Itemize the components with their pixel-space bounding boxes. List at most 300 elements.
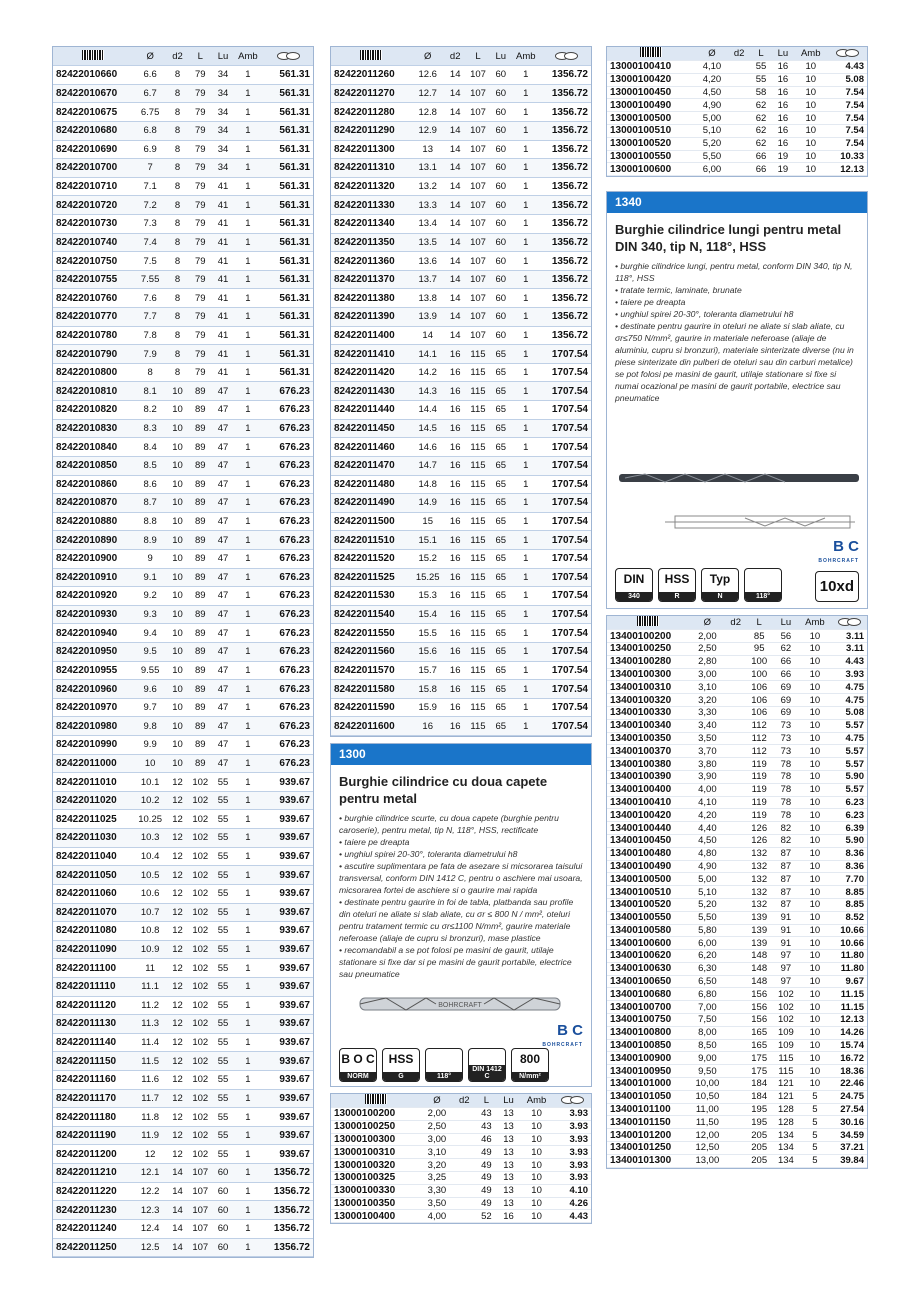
- d2: [726, 783, 746, 796]
- pack-qty: 10: [799, 937, 830, 950]
- diameter: 12,50: [689, 1142, 725, 1155]
- diameter: 9.2: [133, 587, 168, 606]
- price: 1707.54: [541, 549, 591, 568]
- table-row: [607, 719, 867, 732]
- length: 148: [746, 962, 773, 975]
- section-title: Burghie cilindrice cu doua capete pentru metal: [339, 774, 548, 807]
- lu: 82: [773, 834, 800, 847]
- product-code: 13400100340: [607, 719, 689, 732]
- price: 8.36: [831, 860, 867, 873]
- d2: 16: [445, 717, 465, 736]
- product-code: 82422010890: [53, 531, 133, 550]
- badge-top: 800: [519, 1052, 541, 1067]
- diameter: 15.8: [410, 680, 445, 699]
- product-code: 82422011490: [331, 494, 410, 513]
- pack-qty: 1: [233, 866, 263, 885]
- table-row: [53, 1201, 313, 1220]
- lu: 78: [773, 783, 800, 796]
- d2: [726, 681, 746, 694]
- lu: 16: [772, 73, 794, 86]
- d2: 16: [445, 494, 465, 513]
- price: 1707.54: [541, 438, 591, 457]
- length: 89: [187, 643, 213, 662]
- length: 46: [475, 1133, 497, 1146]
- price-table-col2: [330, 46, 592, 737]
- table-row: [331, 103, 591, 122]
- price: 7.54: [828, 99, 867, 112]
- price: 1356.72: [541, 233, 591, 252]
- length: 89: [187, 736, 213, 755]
- pack-qty: 1: [233, 1182, 263, 1201]
- d2: [726, 1090, 746, 1103]
- lu: 55: [213, 922, 233, 941]
- pack-qty: 1: [233, 214, 263, 233]
- diameter: 9.6: [133, 680, 168, 699]
- d2: [453, 1197, 475, 1210]
- lu: 60: [491, 84, 511, 103]
- diameter: 12.6: [410, 66, 445, 85]
- diameter: 11,00: [689, 1103, 725, 1116]
- price: 939.67: [263, 922, 313, 941]
- diameter: 9: [133, 549, 168, 568]
- table-row: [331, 214, 591, 233]
- bullet-item: • burghie cilindrice lungi, pentru metal, conform DIN 340, tip N, 118°, HSS: [615, 261, 853, 284]
- lu: 65: [491, 549, 511, 568]
- price-table-1340: [606, 615, 868, 1168]
- product-code: 82422011180: [53, 1108, 133, 1127]
- lu: 69: [773, 694, 800, 707]
- length: 79: [187, 214, 213, 233]
- pack-qty: 1: [511, 363, 541, 382]
- length: 115: [465, 549, 491, 568]
- lu: 41: [213, 177, 233, 196]
- d2: 8: [168, 252, 188, 271]
- product-code: 13000100500: [607, 112, 696, 125]
- product-code: 82422010700: [53, 159, 133, 178]
- length: 79: [187, 308, 213, 327]
- table-row: [607, 61, 867, 74]
- pack-qty: 1: [511, 475, 541, 494]
- product-code: 13400101250: [607, 1142, 689, 1155]
- product-code: 82422011150: [53, 1052, 133, 1071]
- table-row: [53, 1089, 313, 1108]
- diameter: 6.75: [133, 103, 168, 122]
- lu: 60: [491, 66, 511, 85]
- d2: 16: [445, 680, 465, 699]
- d2: 8: [168, 159, 188, 178]
- diameter: 3,10: [689, 681, 725, 694]
- d2: 10: [168, 717, 188, 736]
- price: 3.93: [554, 1146, 591, 1159]
- price: 561.31: [263, 103, 313, 122]
- pack-qty: 10: [799, 1039, 830, 1052]
- diameter: 15.9: [410, 698, 445, 717]
- lu: 16: [772, 124, 794, 137]
- diameter: 6.9: [133, 140, 168, 159]
- length: 43: [475, 1108, 497, 1121]
- section-number: 1300: [331, 744, 591, 765]
- d2: 8: [168, 233, 188, 252]
- badge-top: HSS: [388, 1052, 414, 1067]
- diameter: 15.1: [410, 531, 445, 550]
- pack-qty: 1: [233, 1015, 263, 1034]
- diameter: 3,50: [689, 732, 725, 745]
- price: 3.11: [831, 630, 867, 643]
- diameter: 4,20: [689, 809, 725, 822]
- d2: [726, 911, 746, 924]
- table-row: [53, 996, 313, 1015]
- diameter: 4,40: [689, 822, 725, 835]
- price: 561.31: [263, 345, 313, 364]
- table-row: [331, 531, 591, 550]
- pack-qty: 10: [799, 694, 830, 707]
- pack-qty: 1: [511, 270, 541, 289]
- pack-qty: 1: [233, 680, 263, 699]
- length: 55: [750, 61, 772, 74]
- product-code: 13000100410: [607, 61, 696, 74]
- table-row: [53, 568, 313, 587]
- price: 561.31: [263, 326, 313, 345]
- pack-qty: 1: [233, 754, 263, 773]
- length: 107: [465, 252, 491, 271]
- lu: 62: [773, 642, 800, 655]
- product-code: 82422010810: [53, 382, 133, 401]
- d2: 14: [168, 1164, 188, 1183]
- diameter: 12.2: [133, 1182, 168, 1201]
- product-code: 82422011090: [53, 940, 133, 959]
- table-row: [53, 84, 313, 103]
- pack-qty: 10: [794, 112, 828, 125]
- lu: 41: [213, 308, 233, 327]
- d2: [726, 1026, 746, 1039]
- diameter: 3,70: [689, 745, 725, 758]
- product-code: 13400100390: [607, 770, 689, 783]
- pack-qty: 10: [794, 99, 828, 112]
- lu: 60: [491, 121, 511, 140]
- d2: 12: [168, 773, 188, 792]
- length: 195: [746, 1116, 773, 1129]
- table-row: [331, 1184, 591, 1197]
- lu: 41: [213, 363, 233, 382]
- table-row: [53, 401, 313, 420]
- product-code: 13400100600: [607, 937, 689, 950]
- table-row: [331, 345, 591, 364]
- lu: 60: [213, 1182, 233, 1201]
- d2: 16: [445, 345, 465, 364]
- table-row: [331, 624, 591, 643]
- price: 939.67: [263, 996, 313, 1015]
- table-row: [331, 196, 591, 215]
- lu: 115: [773, 1065, 800, 1078]
- price: 939.67: [263, 1145, 313, 1164]
- price: 561.31: [263, 289, 313, 308]
- length: 89: [187, 661, 213, 680]
- d2: 8: [168, 270, 188, 289]
- d2: 14: [445, 289, 465, 308]
- pack-qty: 1: [233, 494, 263, 513]
- d2: 12: [168, 829, 188, 848]
- price: 676.23: [263, 531, 313, 550]
- pack-qty: 10: [799, 783, 830, 796]
- diameter: 7.3: [133, 214, 168, 233]
- spec-badge: [658, 568, 696, 602]
- pack-qty: 1: [233, 512, 263, 531]
- table-row: [53, 233, 313, 252]
- lu: 65: [491, 363, 511, 382]
- d2: 14: [445, 121, 465, 140]
- product-code: 82422011540: [331, 605, 410, 624]
- badge-bottom: 340: [616, 592, 652, 601]
- product-code: 82422011520: [331, 549, 410, 568]
- table-row: [53, 717, 313, 736]
- lu: 60: [491, 252, 511, 271]
- product-code: 82422010720: [53, 196, 133, 215]
- pack-qty: 10: [520, 1197, 554, 1210]
- d2: [726, 796, 746, 809]
- pack-qty: 1: [511, 401, 541, 420]
- length: 139: [746, 911, 773, 924]
- lu: 55: [213, 996, 233, 1015]
- lu: 65: [491, 512, 511, 531]
- pack-qty: 10: [520, 1146, 554, 1159]
- length: 79: [187, 159, 213, 178]
- length: 106: [746, 694, 773, 707]
- price: 939.67: [263, 1015, 313, 1034]
- length: 132: [746, 873, 773, 886]
- col-diameter: Ø: [689, 616, 725, 630]
- d2: 14: [168, 1238, 188, 1257]
- col-lu: Lu: [497, 1094, 519, 1108]
- pack-qty: 1: [233, 847, 263, 866]
- diameter: 3,40: [689, 719, 725, 732]
- length: 79: [187, 233, 213, 252]
- d2: 14: [445, 140, 465, 159]
- lu: 65: [491, 531, 511, 550]
- price: 1356.72: [541, 66, 591, 85]
- lu: 34: [213, 84, 233, 103]
- price: 1707.54: [541, 717, 591, 736]
- diameter: 11.7: [133, 1089, 168, 1108]
- product-code: 82422010740: [53, 233, 133, 252]
- length: 115: [465, 363, 491, 382]
- lu: 47: [213, 717, 233, 736]
- diameter: 4,50: [696, 86, 728, 99]
- diameter: 3,20: [689, 694, 725, 707]
- col-diameter: Ø: [410, 47, 445, 66]
- diameter: 8.1: [133, 382, 168, 401]
- length: 85: [746, 630, 773, 643]
- length: 132: [746, 860, 773, 873]
- lu: 97: [773, 962, 800, 975]
- length: 102: [187, 884, 213, 903]
- diameter: 11.6: [133, 1071, 168, 1090]
- diameter: 12.5: [133, 1238, 168, 1257]
- price: 39.84: [831, 1154, 867, 1167]
- d2: 12: [168, 922, 188, 941]
- pack-qty: 1: [233, 810, 263, 829]
- table-row: [53, 791, 313, 810]
- product-code: 13000100250: [331, 1120, 421, 1133]
- pack-qty: 1: [233, 698, 263, 717]
- product-code: 82422010970: [53, 698, 133, 717]
- diameter: 15.5: [410, 624, 445, 643]
- length: 89: [187, 587, 213, 606]
- table-row: [607, 124, 867, 137]
- length: 165: [746, 1026, 773, 1039]
- table-row: [607, 655, 867, 668]
- lu: 47: [213, 587, 233, 606]
- lu: 69: [773, 706, 800, 719]
- product-code: 82422011310: [331, 159, 410, 178]
- diameter: 5,50: [689, 911, 725, 924]
- diameter: 13.7: [410, 270, 445, 289]
- lu: 47: [213, 605, 233, 624]
- table-row: [607, 873, 867, 886]
- pack-qty: 1: [233, 1033, 263, 1052]
- table-row: [331, 438, 591, 457]
- table-row: [53, 214, 313, 233]
- product-code: 82422010675: [53, 103, 133, 122]
- d2: [726, 1078, 746, 1091]
- product-code: 82422011330: [331, 196, 410, 215]
- lu: 78: [773, 796, 800, 809]
- table-row: [607, 898, 867, 911]
- table-row: [53, 643, 313, 662]
- section-title: Burghie cilindrice lungi pentru metal DIN 340, tip N, 118°, HSS: [615, 222, 842, 255]
- pack-qty: 10: [799, 668, 830, 681]
- pack-qty: 1: [511, 698, 541, 717]
- badge-top: B O C: [341, 1052, 375, 1067]
- d2: [728, 112, 750, 125]
- d2: [726, 1154, 746, 1167]
- price: 1356.72: [541, 270, 591, 289]
- price: 9.67: [831, 975, 867, 988]
- lu: 34: [213, 159, 233, 178]
- table-row: [331, 84, 591, 103]
- price: 3.93: [554, 1172, 591, 1185]
- price: 1356.72: [541, 159, 591, 178]
- lu: 34: [213, 66, 233, 85]
- lu: 16: [772, 86, 794, 99]
- d2: 10: [168, 382, 188, 401]
- length: 126: [746, 822, 773, 835]
- product-code: 82422010880: [53, 512, 133, 531]
- table-row: [53, 773, 313, 792]
- d2: 12: [168, 1052, 188, 1071]
- d2: [726, 1065, 746, 1078]
- product-code: 82422010990: [53, 736, 133, 755]
- lu: 47: [213, 456, 233, 475]
- table-row: [331, 680, 591, 699]
- price: 939.67: [263, 940, 313, 959]
- table-row: [607, 112, 867, 125]
- diameter: 9.1: [133, 568, 168, 587]
- table-row: [53, 605, 313, 624]
- d2: 14: [445, 159, 465, 178]
- product-code: 82422010710: [53, 177, 133, 196]
- length: 102: [187, 791, 213, 810]
- price: 676.23: [263, 512, 313, 531]
- lu: 82: [773, 822, 800, 835]
- table-row: [53, 66, 313, 85]
- table-row: [53, 884, 313, 903]
- product-code: 13400100440: [607, 822, 689, 835]
- col-amb: Amb: [511, 47, 541, 66]
- length: 89: [187, 605, 213, 624]
- lu: 16: [772, 99, 794, 112]
- lu: 102: [773, 1014, 800, 1027]
- length: 89: [187, 512, 213, 531]
- length: 112: [746, 732, 773, 745]
- d2: 10: [168, 456, 188, 475]
- length: 115: [465, 512, 491, 531]
- diameter: 12.9: [410, 121, 445, 140]
- price: 939.67: [263, 866, 313, 885]
- table-row: [53, 847, 313, 866]
- pack-qty: 1: [233, 624, 263, 643]
- length: 89: [187, 698, 213, 717]
- diameter: 8.7: [133, 494, 168, 513]
- pack-qty: 1: [233, 829, 263, 848]
- length: 115: [465, 456, 491, 475]
- length: 49: [475, 1197, 497, 1210]
- d2: 16: [445, 419, 465, 438]
- d2: 14: [168, 1182, 188, 1201]
- lu: 55: [213, 866, 233, 885]
- length: 89: [187, 475, 213, 494]
- lu: 55: [213, 1071, 233, 1090]
- product-code: 82422011140: [53, 1033, 133, 1052]
- badge-bottom: NORM: [340, 1072, 376, 1081]
- table-row: [53, 419, 313, 438]
- product-code: 13400100650: [607, 975, 689, 988]
- d2: 12: [168, 1089, 188, 1108]
- table-row: [53, 270, 313, 289]
- table-row: [331, 643, 591, 662]
- d2: 16: [445, 456, 465, 475]
- table-row: [607, 1026, 867, 1039]
- length: 106: [746, 706, 773, 719]
- pack-qty: 1: [511, 382, 541, 401]
- price: 8.85: [831, 886, 867, 899]
- d2: [728, 124, 750, 137]
- lu: 41: [213, 270, 233, 289]
- pack-qty: 1: [233, 84, 263, 103]
- product-code: 13400100800: [607, 1026, 689, 1039]
- lu: 47: [213, 754, 233, 773]
- length: 115: [465, 382, 491, 401]
- product-code: 82422011160: [53, 1071, 133, 1090]
- pack-qty: 1: [233, 903, 263, 922]
- d2: 14: [445, 66, 465, 85]
- pack-qty: 10: [799, 809, 830, 822]
- price: 7.70: [831, 873, 867, 886]
- lu: 16: [772, 137, 794, 150]
- diameter: 13.3: [410, 196, 445, 215]
- product-code: 13000100325: [331, 1172, 421, 1185]
- diameter: 4,20: [696, 73, 728, 86]
- product-code: 82422011510: [331, 531, 410, 550]
- lu: 60: [491, 140, 511, 159]
- diameter: 2,50: [689, 642, 725, 655]
- product-code: 13000100450: [607, 86, 696, 99]
- pack-qty: 10: [799, 681, 830, 694]
- price: 676.23: [263, 717, 313, 736]
- length: 79: [187, 196, 213, 215]
- diameter: 10.2: [133, 791, 168, 810]
- d2: [726, 988, 746, 1001]
- table-row: [607, 822, 867, 835]
